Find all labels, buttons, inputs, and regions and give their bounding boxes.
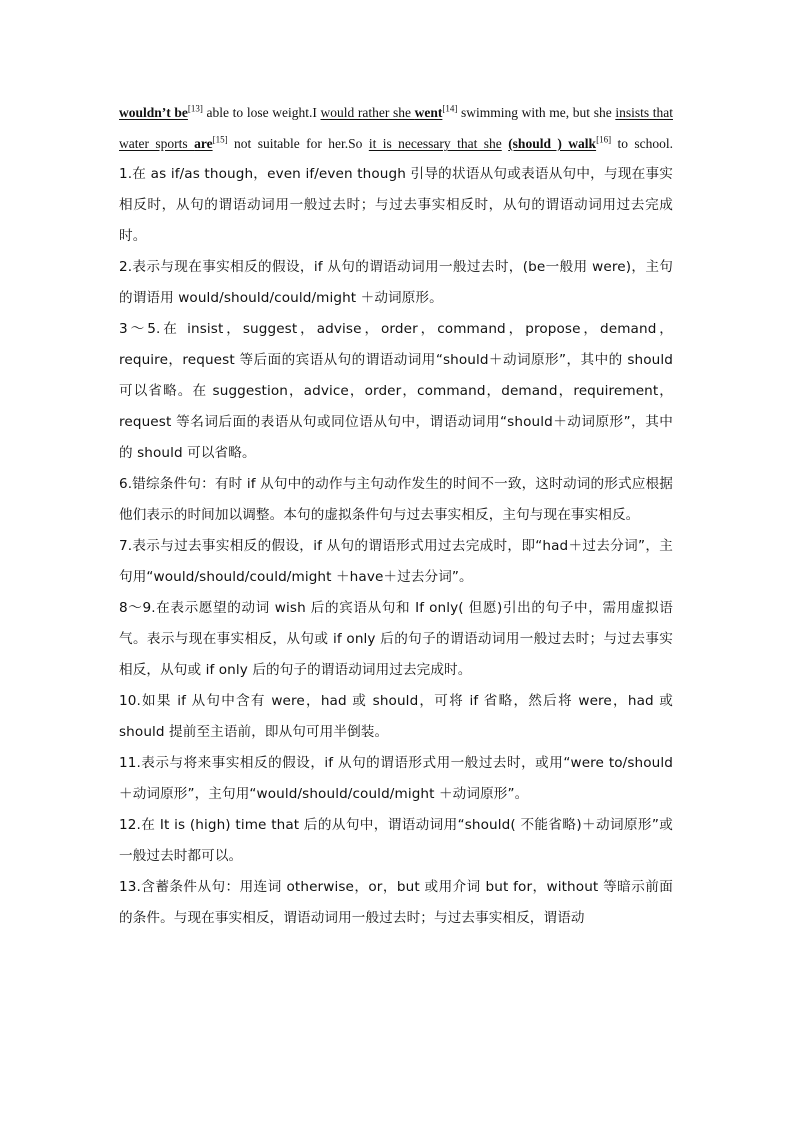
answer-16: (should ) walk <box>508 136 597 151</box>
blank-number-16: [16] <box>596 134 612 145</box>
note-item: 11.表示与将来事实相反的假设，if 从句的谓语形式用一般过去时，或用“were to/should ＋动词原形”，主句用“would/should/could/might ＋动词原形”。 <box>119 755 673 802</box>
note-item: 1.在 as if/as though，even if/even though 引导的状语从句或表语从句中，与现在事实相反时，从句的谓语动词用一般过去时；与过去事实相反时，从句的谓语动词用过去完成时。 <box>119 166 673 244</box>
note-item: 13.含蓄条件从句：用连词 otherwise，or，but 或用介词 but for，without 等暗示前面的条件。与现在事实相反，谓语动词用一般过去时；与过去事实相反，谓语动 <box>119 879 673 926</box>
passage-text: not suitable for her.So <box>227 136 369 151</box>
note-item: 7.表示与过去事实相反的假设，if 从句的谓语形式用过去完成时，即“had＋过去分词”，主句用“would/should/could/might ＋have＋过去分词”。 <box>119 538 673 585</box>
document-page <box>119 97 673 934</box>
example-passage <box>119 97 673 159</box>
answer-16-lead: it is necessary that she <box>368 136 502 151</box>
note-item: 6.错综条件句：有时 if 从句中的动作与主句动作发生的时间不一致，这时动词的形式应根据他们表示的时间加以调整。本句的虚拟条件句与过去事实相反，主句与现在事实相反。 <box>119 476 673 523</box>
note-item: 10.如果 if 从句中含有 were，had 或 should，可将 if 省略，然后将 were，had 或 should 提前至主语前，即从句可用半倒装。 <box>119 693 673 740</box>
answer-15-verb: are <box>194 136 213 151</box>
blank-number-13: [13] <box>187 103 203 114</box>
passage-text: able to lose weight.I <box>202 105 321 120</box>
answer-14-text: would rather she <box>320 105 415 120</box>
grammar-notes <box>119 159 673 934</box>
answer-13: wouldn’t be <box>119 105 188 120</box>
note-item: 3～5.在 insist，suggest，advise，order，command，propose，demand，require，request 等后面的宾语从句的谓语动词用“should＋动词原形”，其中的 should 可以省略。在 suggestion，advice，order，command，demand，requirement，request 等名词后面的表语从句或同位语从句中，谓语动词用“should＋动词原形”，其中的 should 可以省略。 <box>119 321 673 461</box>
passage-text: swimming with me, but she <box>457 105 616 120</box>
passage-text: to school. <box>611 136 674 151</box>
blank-number-15: [15] <box>212 134 228 145</box>
answer-14-verb: went <box>414 105 443 120</box>
note-item: 8～9.在表示愿望的动词 wish 后的宾语从句和 If only( 但愿)引出的句子中，需用虚拟语气。表示与现在事实相反，从句或 if only 后的句子的谓语动词用一般过去时；与过去事实相反，从句或 if only 后的句子的谓语动词用过去完成时。 <box>119 600 673 678</box>
blank-number-14: [14] <box>442 103 458 114</box>
note-item: 2.表示与现在事实相反的假设，if 从句的谓语动词用一般过去时，(be一般用 were)，主句的谓语用 would/should/could/might ＋动词原形。 <box>119 259 673 306</box>
answer-15-text: insists that water sports <box>119 105 673 151</box>
answer-14 <box>320 105 442 120</box>
note-item: 12.在 It is (high) time that 后的从句中，谓语动词用“should( 不能省略)＋动词原形”或一般过去时都可以。 <box>119 817 673 864</box>
